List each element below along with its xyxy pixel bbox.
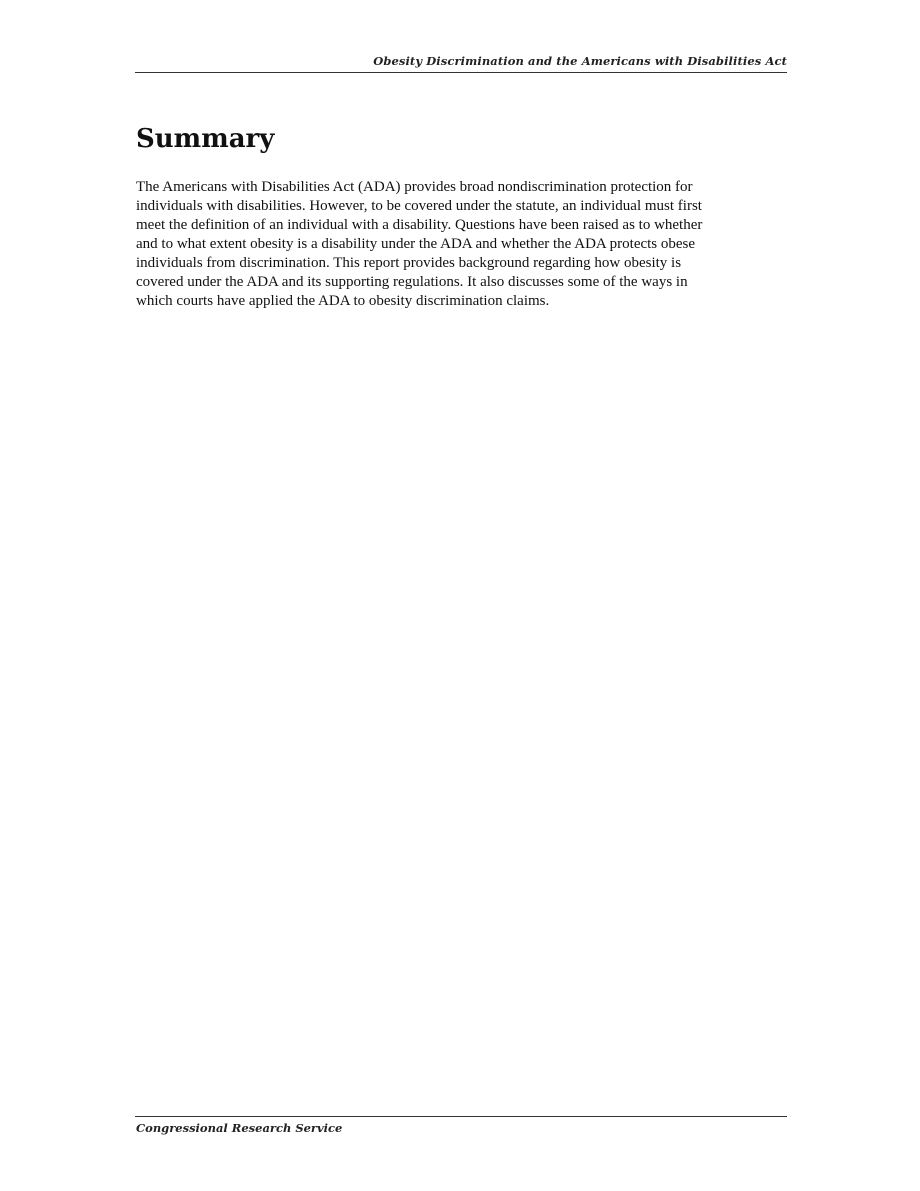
summary-line: individuals from discrimination. This report provides background regarding how obesity is	[136, 255, 682, 271]
summary-line: meet the definition of an individual with a disability. Questions have been raised as to whether	[136, 217, 703, 233]
summary-line: individuals with disabilities. However, to be covered under the statute, an individual must first	[136, 198, 702, 214]
summary-line: and to what extent obesity is a disability under the ADA and whether the ADA protects obese	[136, 236, 696, 252]
running-header-title: Obesity Discrimination and the Americans with Disabilities Act	[373, 54, 787, 68]
footer-divider	[135, 1116, 787, 1117]
header-divider	[135, 72, 787, 73]
section-title: Summary	[136, 124, 275, 154]
running-footer-organization: Congressional Research Service	[136, 1121, 343, 1135]
summary-line: which courts have applied the ADA to obesity discrimination claims.	[136, 293, 550, 309]
summary-line: covered under the ADA and its supporting regulations. It also discusses some of the ways in	[136, 274, 688, 290]
summary-line: The Americans with Disabilities Act (ADA) provides broad nondiscrimination protection for	[136, 179, 693, 195]
summary-paragraph	[136, 178, 776, 311]
